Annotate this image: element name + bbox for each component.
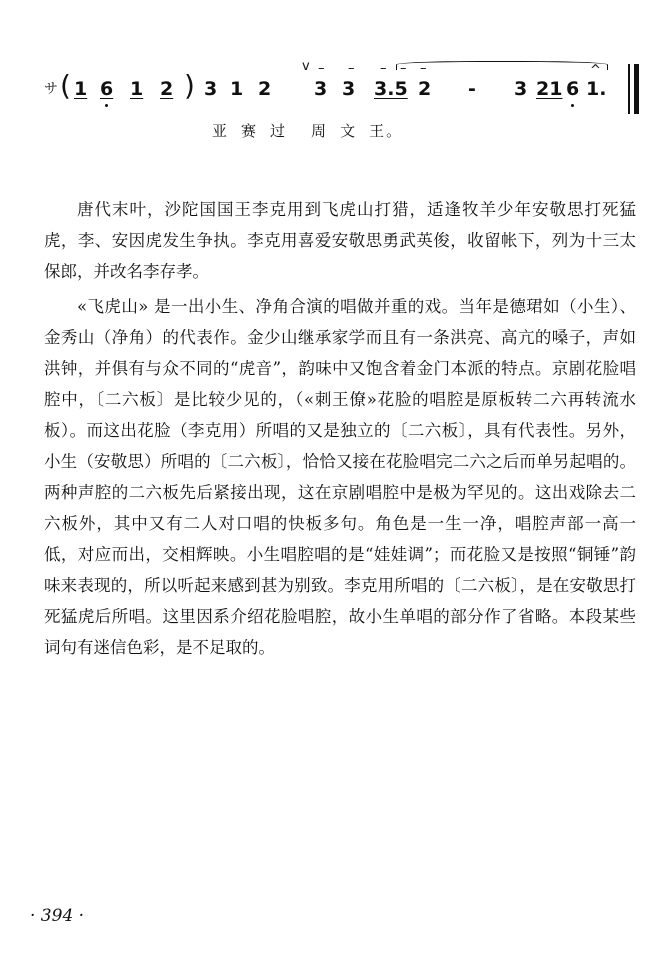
note: 6 — [566, 78, 580, 100]
paragraph-commentary: «飞虎山» 是一出小生、净角合演的唱做并重的戏。当年是德珺如（小生）、金秀山（净角）的代表作。金少山继承家学而且有一条洪亮、高亢的嗓子，声如洪钟，并俱有与众不同的“虎音”，韵味中又饱含着金门本派的特点。京剧花脸唱腔中，〔二六板〕是比较少见的，（«刺王僚»花脸的唱腔是原板转二六再转流水板）。而这出花脸（李克用）所唱的又是独立的〔二六板〕，具有代表性。另外，小生（安敬思）所唱的〔二六板〕，恰恰又接在花脸唱完二六之后而单另起唱的。两种声腔的二六板先后紧接出现，这在京剧唱腔中是极为罕见的。这出戏除去二六板外，其中又有二人对口唱的快板多句。角色是一生一净，唱腔声部一高一低，对应而出，交相辉映。小生唱腔唱的是“娃娃调”；而花脸又是按照“铜锤”韵味来表现的，所以听起来感到甚为别致。李克用所唱的〔二六板〕，是在安敬思打死猛虎后所唱。这里因系介绍花脸唱腔，故小生单唱的部分作了省略。本段某些词句有迷信色彩，是不足取的。 — [44, 297, 636, 657]
note: 2 — [160, 78, 174, 100]
note: 2 — [258, 78, 272, 100]
lyric-char: 赛 — [241, 122, 259, 140]
tenuto-mark: – — [318, 61, 325, 76]
barline — [628, 64, 630, 114]
accent-mark: v — [302, 59, 310, 74]
sustain-dash: - — [468, 78, 476, 100]
paragraph-synopsis: 唐代末叶，沙陀国国王李克用到飞虎山打猎，适逢牧羊少年安敬思打死猛虎，李、安因虎发生争执。李克用喜爱安敬思勇武英俊，收留帐下，列为十三太保郎，并改名李存孝。 — [44, 200, 636, 281]
note: 2 — [418, 78, 432, 100]
note: 1 — [130, 78, 144, 100]
lyric-char: 王。 — [369, 122, 404, 140]
open-paren: ( — [60, 69, 71, 102]
note: 21 — [536, 78, 563, 100]
article-body — [44, 194, 636, 667]
lyrics-line — [212, 120, 415, 141]
lyric-char: 亚 — [212, 122, 230, 140]
fermata-mark: ^ — [590, 63, 601, 78]
tenuto-mark: – — [380, 61, 387, 76]
lyric-char: 文 — [340, 122, 358, 140]
tempo-mark: サ — [44, 81, 58, 97]
low-octave-dot — [571, 104, 574, 107]
close-paren: ) — [184, 69, 195, 102]
jianpu-notation-line — [44, 58, 644, 118]
lyric-char: 过 — [270, 122, 288, 140]
note: 1 — [74, 78, 88, 100]
note: 3 — [314, 78, 328, 100]
lyric-char: 周 — [311, 122, 329, 140]
note: 3.5 — [374, 78, 408, 100]
note: 3 — [204, 78, 218, 100]
note: 1. — [586, 78, 607, 100]
note: 6 — [100, 78, 114, 100]
slur-arc — [396, 61, 608, 70]
low-octave-dot — [105, 104, 108, 107]
tenuto-mark: – — [348, 61, 355, 76]
final-barline — [634, 64, 639, 114]
tenuto-mark: – — [420, 61, 427, 76]
page-number: · 394 · — [30, 906, 85, 926]
note: 3 — [342, 78, 356, 100]
note: 3 — [514, 78, 528, 100]
tenuto-mark: – — [400, 61, 407, 76]
note: 1 — [230, 78, 244, 100]
